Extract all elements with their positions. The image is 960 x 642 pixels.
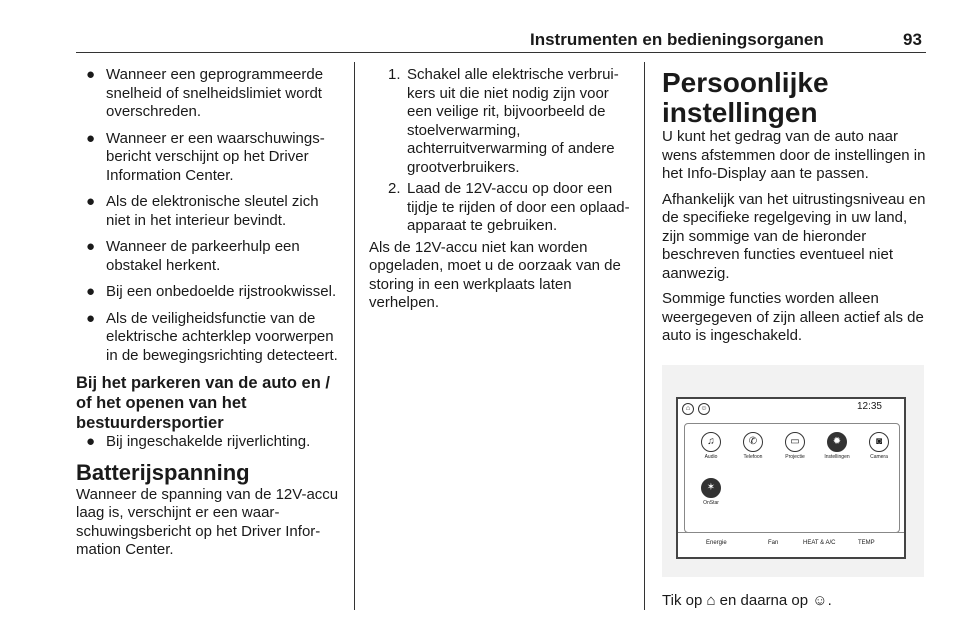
projection-icon: ▭ (785, 432, 805, 452)
onstar-icon: ✶ (701, 478, 721, 498)
page-number: 93 (903, 30, 922, 49)
infodisplay-figure (662, 365, 924, 577)
app-audio: ♫ Audio (693, 432, 729, 460)
app-onstar: ✶ OnStar (693, 478, 729, 506)
numbered-step: 2. Laad de 12V-accu op door een tijdje te rijden of door een oplaadapparaat te gebruiken. (388, 180, 630, 234)
energy-label: Energie (706, 540, 727, 546)
climate-bar (678, 532, 904, 557)
heat-ac-label: HEAT & A/C (803, 540, 836, 546)
subheading: Bij het parkeren van de auto en / of het openen van het bestuurdersportier (76, 374, 330, 432)
column-3 (662, 68, 926, 353)
bullet-item: ● Wanneer een geprogrammeerde snelheid of snelheidslimiet wordt overschreden. (86, 66, 324, 120)
paragraph: Sommige functies worden alleen weergegeven of zijn alleen actief als de auto is ingeschakeld. (662, 290, 924, 344)
bullet-item: ● Bij ingeschakelde rijverlichting. (86, 433, 311, 450)
paragraph: Wanneer de spanning van de 12V-accu laag is, verschijnt er een waarschuwingsbericht op het Driver Information Center. (76, 485, 339, 558)
gear-icon: ✹ (827, 432, 847, 452)
column-1 (76, 66, 344, 560)
temp-label: TEMP (858, 540, 875, 546)
phone-icon: ✆ (743, 432, 763, 452)
header-rule (76, 52, 926, 53)
camera-icon: ◙ (869, 432, 889, 452)
paragraph: Afhankelijk van het uitrustingsniveau en de specifieke regelgeving in uw land, zijn sommige van de hieronder beschreven functies eventueel niet aanwezig. (662, 190, 926, 282)
app-phone: ✆ Telefoon (735, 432, 771, 460)
column-2 (369, 66, 635, 313)
clock: 12:35 (856, 401, 882, 412)
screen-top-bar (678, 399, 904, 419)
column-divider-2 (644, 62, 645, 610)
music-icon: ♫ (701, 432, 721, 452)
bullet-item: ● Wanneer er een waarschuwingsbericht verschijnt op het Driver Information Center. (86, 129, 325, 184)
apps-icon: ☺ (698, 403, 710, 415)
home-icon: ⌂ (682, 403, 694, 415)
paragraph: U kunt het gedrag van de auto naar wens afstemmen door de instellingen in het Info-Display aan te passen. (662, 128, 926, 182)
figure-caption: Tik op ⌂ en daarna op ☺. (662, 592, 832, 609)
section-title: Persoonlijke instellingen (662, 67, 829, 128)
paragraph: Als de 12V-accu niet kan worden opgeladen, moet u de oorzaak van de storing in een werkplaats laten verhelpen. (369, 238, 621, 311)
numbered-step: 1. Schakel alle elektrische verbruikers uit die niet nodig zijn voor een veilige rit, bijvoorbeeld de stoelverwarming, achterruitverwarming of andere grootverbruikers. (388, 66, 619, 176)
bullet-item: ● Als de veiligheidsfunctie van de elektrische achterklep voorwerpen in de bewegingsrichting detecteert. (86, 309, 338, 364)
app-grid (684, 423, 900, 533)
section-heading: Batterijspanning (76, 459, 250, 485)
fan-label: Fan (768, 540, 779, 546)
running-header: Instrumenten en bedieningsorganen (530, 30, 824, 49)
app-settings: ✹ Instellingen (819, 432, 855, 460)
column-divider-1 (354, 62, 355, 610)
bullet-item: ● Als de elektronische sleutel zich niet in het interieur bevindt. (86, 193, 319, 229)
bullet-item: ● Bij een onbedoelde rijstrookwissel. (86, 283, 337, 300)
infodisplay-screen (676, 397, 906, 559)
bullet-item: ● Wanneer de parkeerhulp een obstakel herkent. (86, 238, 300, 274)
app-camera: ◙ Camera (861, 432, 897, 460)
app-projection: ▭ Projectie (777, 432, 813, 460)
